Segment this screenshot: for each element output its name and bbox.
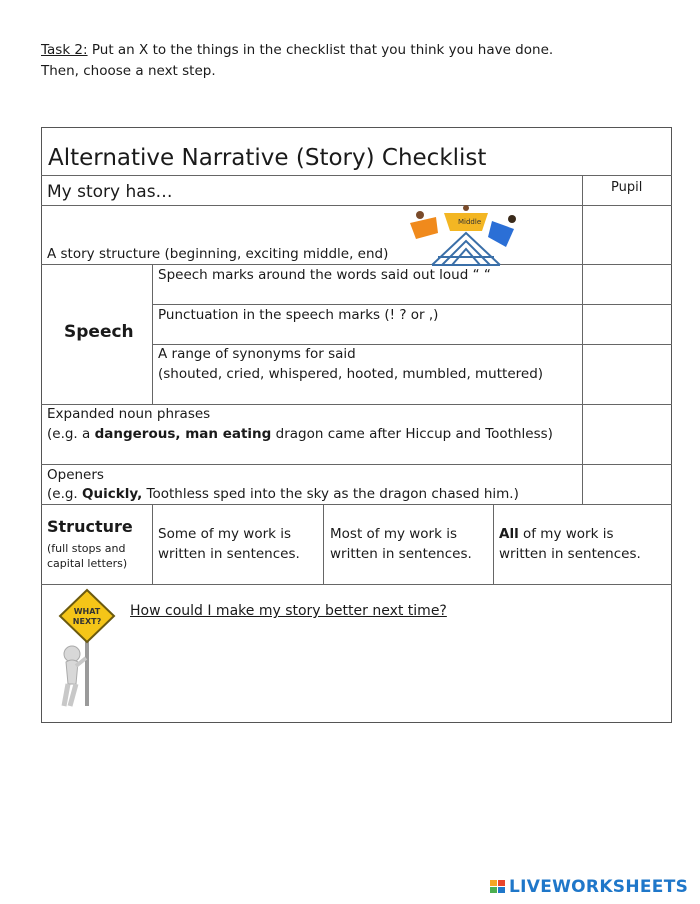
openers-example: (e.g. Quickly, Toothless sped into the sky as the dragon chased him.) — [47, 486, 519, 502]
rider-head — [416, 211, 424, 219]
speech-label: Speech — [64, 322, 134, 342]
structure-label: Structure — [47, 517, 133, 536]
openers-label: Openers — [47, 467, 104, 483]
pupil-column-divider — [582, 175, 583, 504]
fairground-ride-illustration — [402, 205, 530, 267]
ride-middle-label: Middle — [458, 218, 482, 226]
next-step-prompt: How could I make my story better next time? — [130, 603, 447, 619]
row-divider — [41, 205, 672, 206]
row-divider — [41, 175, 672, 176]
sign-line2: NEXT? — [72, 617, 102, 626]
task-line2: Then, choose a next step. — [41, 63, 216, 79]
row-divider — [41, 504, 672, 505]
logo-text: LIVEWORKSHEETS — [509, 877, 689, 897]
structure-most-option[interactable]: Most of my work is written in sentences. — [330, 526, 472, 562]
column-divider — [493, 504, 494, 584]
liveworksheets-logo — [490, 877, 688, 897]
structure-some-option[interactable]: Some of my work is written in sentences. — [158, 526, 300, 562]
noun-phrases-label: Expanded noun phrases — [47, 406, 211, 422]
pupil-column-header: Pupil — [611, 180, 643, 195]
ride-car-right — [488, 221, 514, 247]
what-next-sign-icon — [52, 588, 124, 710]
rider-head — [508, 215, 516, 223]
sign-line1: WHAT — [73, 607, 101, 616]
structure-all-option[interactable]: All of my work is written in sentences. — [499, 526, 641, 562]
speech-item-punctuation: Punctuation in the speech marks (! ? or ,) — [158, 307, 439, 323]
row-divider — [41, 464, 672, 465]
story-structure-item: A story structure (beginning, exciting middle, end) — [47, 246, 389, 262]
speech-item-synonyms-list: (shouted, cried, whispered, hooted, mumbled, muttered) — [158, 366, 544, 382]
story-has-header: My story has… — [47, 182, 173, 202]
sign-board — [60, 590, 114, 642]
column-divider — [152, 504, 153, 584]
task-line1: Put an X to the things in the checklist that you think you have done. — [87, 42, 554, 58]
ride-car-left — [410, 217, 438, 239]
column-divider — [152, 264, 153, 404]
speech-item-marks: Speech marks around the words said out loud “ “ — [158, 267, 491, 283]
rider-head — [463, 205, 469, 211]
task-instructions — [41, 40, 553, 82]
task-label: Task 2: — [41, 42, 88, 58]
column-divider — [323, 504, 324, 584]
liveworksheets-logo-icon — [490, 880, 506, 894]
figure-legs — [64, 684, 76, 706]
checklist-title: Alternative Narrative (Story) Checklist — [48, 145, 487, 171]
noun-phrases-example: (e.g. a dangerous, man eating dragon came after Hiccup and Toothless) — [47, 426, 553, 442]
structure-sublabel: (full stops and capital letters) — [47, 542, 128, 570]
row-divider — [41, 584, 672, 585]
speech-item-synonyms: A range of synonyms for said — [158, 346, 356, 362]
